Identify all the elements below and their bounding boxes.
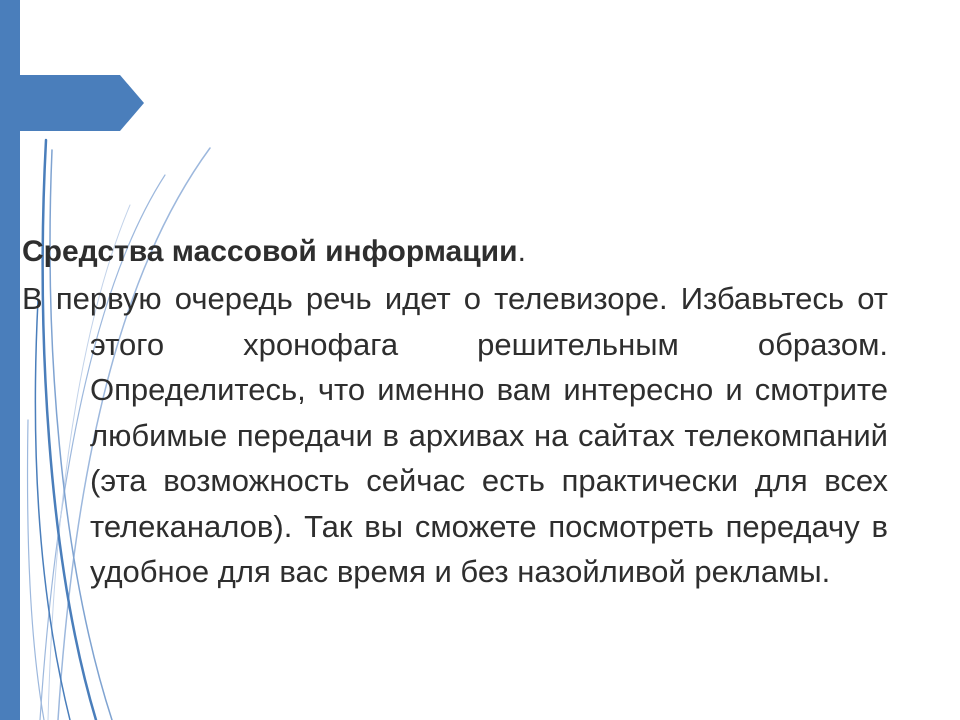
- slide-content: [22, 228, 888, 595]
- arrow-banner: [0, 75, 144, 131]
- slide-heading: [22, 228, 888, 276]
- heading-period: .: [517, 235, 526, 268]
- heading-bold-text: Средства массовой информации: [22, 235, 518, 268]
- slide-paragraph: В первую очередь речь идет о телевизоре. Избавьтесь от этого хронофага решительным образом. Определитесь, что именно вам интересно и смотрите любимые передачи в архивах на сайтах телекомпаний (эта возможность сейчас есть практически для всех телеканалов). Так вы сможете посмотреть передачу в удобное для вас время и без назойливой рекламы.: [22, 281, 888, 589]
